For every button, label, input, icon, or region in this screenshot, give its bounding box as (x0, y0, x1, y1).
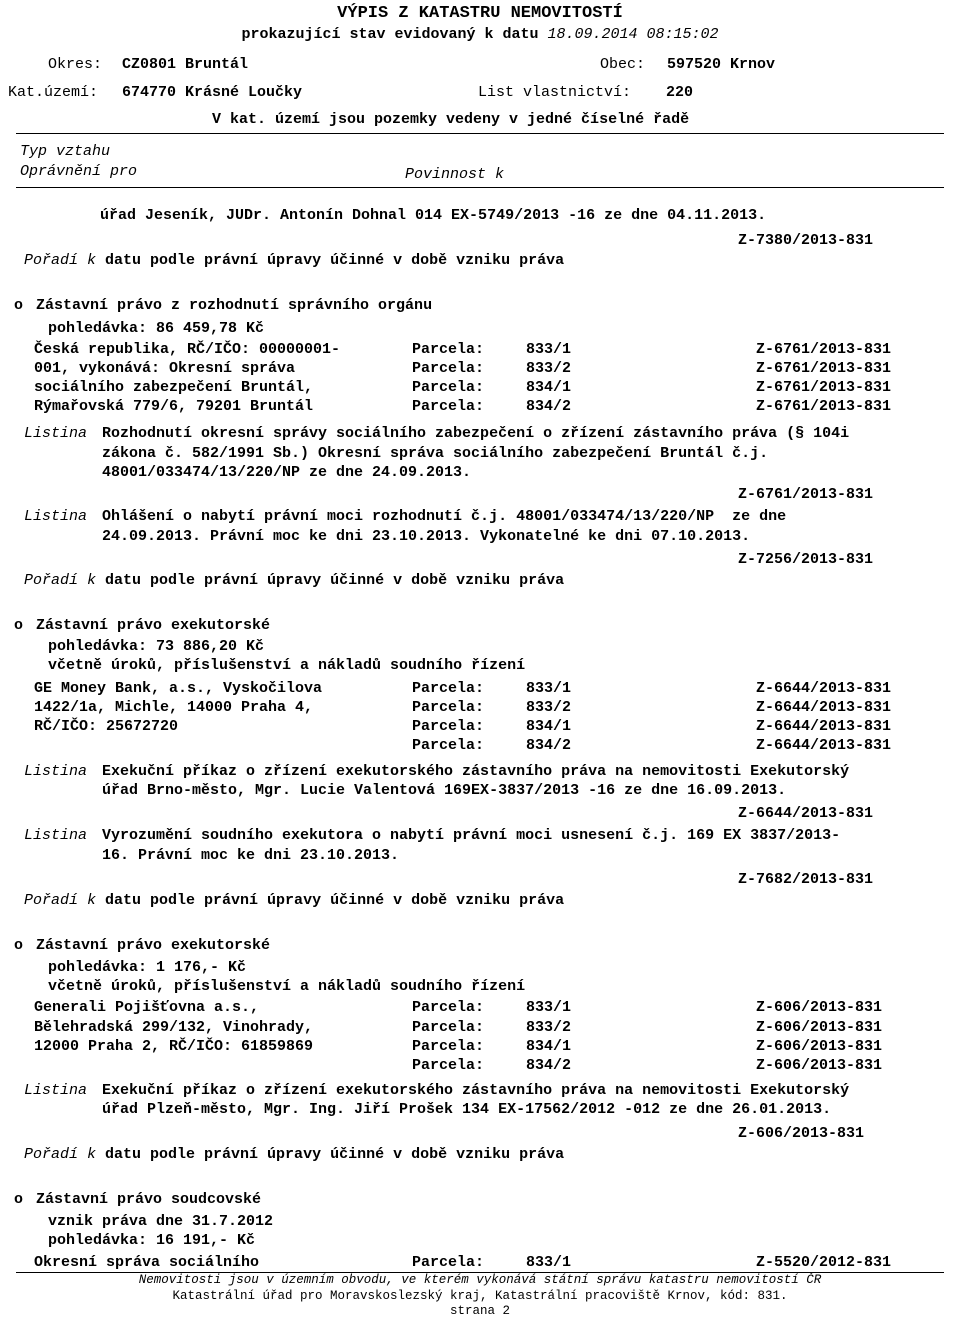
listina-text: 16. Právní moc ke dni 23.10.2013. (102, 847, 400, 864)
parcel-number: 833/2 (526, 360, 572, 377)
poradi-label: Pořadí k (24, 252, 97, 269)
party-line: 001, vykonává: Okresní správa (34, 360, 296, 377)
katuzemi-label: Kat.území: (8, 84, 99, 101)
entry-bullet: o (14, 297, 24, 314)
parcel-number: 834/1 (526, 379, 572, 396)
listina-ref: Z-606/2013-831 (738, 1125, 865, 1142)
parcel-number: 833/2 (526, 1019, 572, 1036)
col-opravneni-pro: Oprávnění pro (20, 163, 138, 180)
poradi-line (24, 1146, 564, 1164)
entry-bullet: o (14, 617, 24, 634)
party-line: Rýmařovská 779/6, 79201 Bruntál (34, 398, 314, 415)
party-line: sociálního zabezpečení Bruntál, (34, 379, 314, 396)
party-line: Bělehradská 299/132, Vinohrady, (34, 1019, 314, 1036)
listina-label: Listina (24, 827, 88, 844)
parcela-label: Parcela: (412, 1038, 485, 1055)
listina-text: zákona č. 582/1991 Sb.) Okresní správa sociálního zabezpečení Bruntál č.j. (102, 445, 769, 462)
parcel-number: 833/1 (526, 1254, 572, 1271)
parcel-ref: Z-606/2013-831 (756, 999, 883, 1016)
claim-amount: pohledávka: 1 176,- Kč (48, 959, 247, 976)
parcel-number: 833/2 (526, 699, 572, 716)
parcela-label: Parcela: (412, 1057, 485, 1074)
listina-text: Rozhodnutí okresní správy sociálního zabezpečení o zřízení zástavního práva (§ 104i (102, 425, 850, 442)
party-line: Okresní správa sociálního (34, 1254, 260, 1271)
claim-amount: pohledávka: 86 459,78 Kč (48, 320, 265, 337)
section-title: Zástavní právo soudcovské (36, 1191, 262, 1208)
parcel-ref: Z-606/2013-831 (756, 1019, 883, 1036)
party-line: Generali Pojišťovna a.s., (34, 999, 260, 1016)
parcela-label: Parcela: (412, 1019, 485, 1036)
parcel-ref: Z-5520/2012-831 (756, 1254, 892, 1271)
listina-ref: Z-7682/2013-831 (738, 871, 874, 888)
section-title: Zástavní právo exekutorské (36, 617, 271, 634)
parcela-label: Parcela: (412, 699, 485, 716)
obec-label: Obec: (600, 56, 646, 73)
parcela-label: Parcela: (412, 360, 485, 377)
parcel-ref: Z-6761/2013-831 (756, 360, 892, 377)
poradi-line (24, 572, 564, 590)
parcel-ref: Z-606/2013-831 (756, 1038, 883, 1055)
claim-amount: pohledávka: 73 886,20 Kč (48, 638, 265, 655)
parcela-label: Parcela: (412, 737, 485, 754)
right-origin: vznik práva dne 31.7.2012 (48, 1213, 274, 1230)
parcela-label: Parcela: (412, 379, 485, 396)
parcela-label: Parcela: (412, 398, 485, 415)
katuzemi-note: V kat. území jsou pozemky vedeny v jedné číselné řadě (212, 111, 690, 128)
poradi-text: datu podle právní úpravy účinné v době vzniku práva (105, 1146, 565, 1163)
entry-bullet: o (14, 937, 24, 954)
page-number: strana 2 (449, 1304, 510, 1318)
poradi-label: Pořadí k (24, 892, 97, 909)
section-title: Zástavní právo z rozhodnutí správního orgánu (36, 297, 433, 314)
parcel-number: 834/2 (526, 737, 572, 754)
listina-text: Ohlášení o nabytí právní moci rozhodnutí č.j. 48001/033474/13/220/NP ze dne (102, 508, 787, 525)
parcel-number: 834/2 (526, 398, 572, 415)
katuzemi-value: 674770 Krásné Loučky (122, 84, 303, 101)
parcel-number: 833/1 (526, 341, 572, 358)
party-line: Česká republika, RČ/IČO: 00000001- (34, 341, 341, 358)
poradi-text: datu podle právní úpravy účinné v době vzniku práva (105, 892, 565, 909)
parcel-ref: Z-6761/2013-831 (756, 341, 892, 358)
parcel-number: 833/1 (526, 999, 572, 1016)
poradi-label: Pořadí k (24, 572, 97, 589)
section-title: Zástavní právo exekutorské (36, 937, 271, 954)
poradi-label: Pořadí k (24, 1146, 97, 1163)
claim-inclusion: včetně úroků, příslušenství a nákladů soudního řízení (48, 657, 526, 674)
listina-label: Listina (24, 425, 88, 442)
subtitle-date: 18.09.2014 08:15:02 (547, 26, 719, 43)
listina-text: 48001/033474/13/220/NP ze dne 24.09.2013. (102, 464, 472, 481)
document-title: VÝPIS Z KATASTRU NEMOVITOSTÍ (337, 4, 623, 23)
col-povinnost-k: Povinnost k (405, 166, 505, 183)
parcel-number: 834/1 (526, 718, 572, 735)
party-line: GE Money Bank, a.s., Vyskočilova (34, 680, 323, 697)
parcel-ref: Z-6761/2013-831 (756, 398, 892, 415)
parcela-label: Parcela: (412, 999, 485, 1016)
obec-value: 597520 Krnov (667, 56, 776, 73)
list-value: 220 (666, 84, 694, 101)
listina-text: úřad Plzeň-město, Mgr. Ing. Jiří Prošek 134 EX-17562/2012 -012 ze dne 26.01.2013. (102, 1101, 832, 1118)
col-typ-vztahu: Typ vztahu (20, 143, 111, 160)
continued-listina-text: úřad Jeseník, JUDr. Antonín Dohnal 014 EX-5749/2013 -16 ze dne 04.11.2013. (100, 207, 767, 224)
parcel-number: 834/2 (526, 1057, 572, 1074)
listina-text: Exekuční příkaz o zřízení exekutorského zástavního práva na nemovitosti Exekutorský (102, 1082, 850, 1099)
poradi-line (24, 892, 564, 910)
parcel-number: 834/1 (526, 1038, 572, 1055)
party-line: 12000 Praha 2, RČ/IČO: 61859869 (34, 1038, 314, 1055)
parcel-ref: Z-6644/2013-831 (756, 699, 892, 716)
listina-label: Listina (24, 763, 88, 780)
okres-label: Okres: (48, 56, 103, 73)
poradi-line (24, 252, 564, 270)
parcel-ref: Z-6761/2013-831 (756, 379, 892, 396)
claim-amount: pohledávka: 16 191,- Kč (48, 1232, 256, 1249)
listina-ref: Z-7256/2013-831 (738, 551, 874, 568)
parcel-ref: Z-6644/2013-831 (756, 718, 892, 735)
listina-text: úřad Brno-město, Mgr. Lucie Valentová 169EX-3837/2013 -16 ze dne 16.09.2013. (102, 782, 787, 799)
list-label: List vlastnictví: (478, 84, 632, 101)
listina-ref: Z-6761/2013-831 (738, 486, 874, 503)
listina-text: Vyrozumění soudního exekutora o nabytí právní moci usnesení č.j. 169 EX 3837/2013- (102, 827, 841, 844)
listina-label: Listina (24, 1082, 88, 1099)
parcela-label: Parcela: (412, 718, 485, 735)
parcel-ref: Z-606/2013-831 (756, 1057, 883, 1074)
listina-label: Listina (24, 508, 88, 525)
parcel-ref: Z-6644/2013-831 (756, 680, 892, 697)
parcela-label: Parcela: (412, 341, 485, 358)
footer-line-1: Nemovitosti jsou v územním obvodu, ve kterém vykonává státní správu katastru nemovitostí ČR (138, 1273, 822, 1287)
header-rule (16, 133, 944, 134)
claim-inclusion: včetně úroků, příslušenství a nákladů soudního řízení (48, 978, 526, 995)
poradi-text: datu podle právní úpravy účinné v době vzniku práva (105, 572, 565, 589)
party-line: RČ/IČO: 25672720 (34, 718, 179, 735)
parcela-label: Parcela: (412, 1254, 485, 1271)
parcela-label: Parcela: (412, 680, 485, 697)
party-line: 1422/1a, Michle, 14000 Praha 4, (34, 699, 314, 716)
entry-bullet: o (14, 1191, 24, 1208)
subtitle-prefix: prokazující stav evidovaný k datu (241, 26, 539, 43)
okres-value: CZ0801 Bruntál (122, 56, 249, 73)
document-subtitle (0, 26, 960, 44)
listina-text: Exekuční příkaz o zřízení exekutorského zástavního práva na nemovitosti Exekutorský (102, 763, 850, 780)
parcel-number: 833/1 (526, 680, 572, 697)
columns-rule (16, 187, 944, 188)
footer-line-2: Katastrální úřad pro Moravskoslezský kraj, Katastrální pracoviště Krnov, kód: 831. (172, 1289, 788, 1303)
poradi-text: datu podle právní úpravy účinné v době vzniku práva (105, 252, 565, 269)
listina-text: 24.09.2013. Právní moc ke dni 23.10.2013. Vykonatelné ke dni 07.10.2013. (102, 528, 751, 545)
listina-ref: Z-6644/2013-831 (738, 805, 874, 822)
parcel-ref: Z-6644/2013-831 (756, 737, 892, 754)
record-ref: Z-7380/2013-831 (738, 232, 874, 249)
